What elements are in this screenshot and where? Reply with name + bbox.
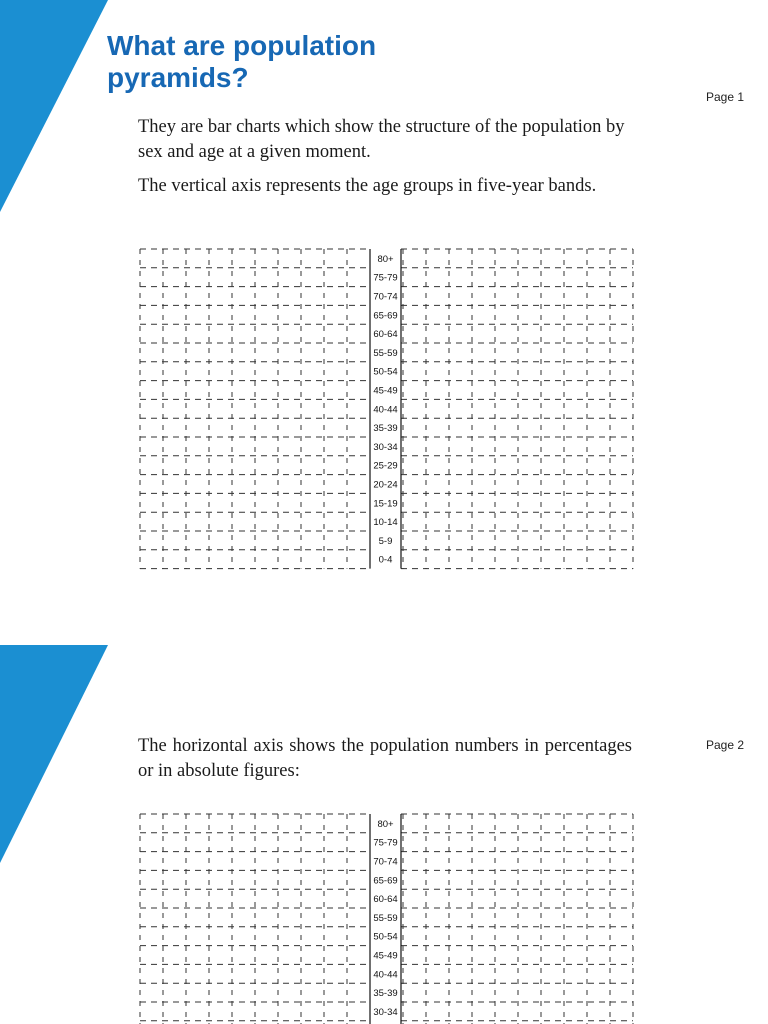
- age-group-label: 40-44: [373, 969, 398, 981]
- age-group-label: 10-14: [373, 517, 398, 529]
- pyramid-grid-chart: [0, 645, 768, 1024]
- age-group-label: 0-4: [378, 554, 393, 566]
- age-group-label: 35-39: [373, 988, 398, 1000]
- age-group-label: 65-69: [373, 310, 398, 322]
- age-group-label: 65-69: [373, 875, 398, 887]
- age-group-label: 80+: [377, 253, 394, 265]
- age-group-label: 45-49: [373, 950, 398, 962]
- age-group-label: 35-39: [373, 423, 398, 435]
- page-number-label: Page 2: [706, 738, 745, 752]
- age-group-label: 20-24: [373, 479, 398, 491]
- age-group-label: 70-74: [373, 291, 398, 303]
- age-group-label: 60-64: [373, 894, 398, 906]
- age-group-label: 75-79: [373, 272, 398, 284]
- age-group-label: 70-74: [373, 856, 398, 868]
- age-group-label: 60-64: [373, 329, 398, 341]
- intro-paragraph: They are bar charts which show the structure of the population by sex and age at a given moment.: [138, 117, 625, 162]
- age-group-label: 40-44: [373, 404, 398, 416]
- age-group-label: 5-9: [378, 535, 393, 547]
- age-group-label: 55-59: [373, 912, 398, 924]
- page-number-label: Page 1: [706, 90, 745, 104]
- page-gap: [0, 610, 768, 645]
- horizontal-axis-paragraph: The horizontal axis shows the population numbers in percentages or in absolute figures:: [138, 736, 632, 781]
- age-group-label: 75-79: [373, 837, 398, 849]
- title-line-2: pyramids?: [107, 62, 249, 93]
- age-group-label: 25-29: [373, 460, 398, 472]
- title-line-1: What are population: [107, 30, 377, 61]
- age-group-label: 55-59: [373, 347, 398, 359]
- age-group-label: 50-54: [373, 366, 398, 378]
- age-group-label: 80+: [377, 818, 394, 830]
- vertical-axis-paragraph: The vertical axis represents the age groups in five-year bands.: [138, 176, 597, 196]
- age-group-label: 30-34: [373, 441, 398, 453]
- age-group-label: 50-54: [373, 931, 398, 943]
- age-group-label: 30-34: [373, 1006, 398, 1018]
- age-group-label: 15-19: [373, 498, 398, 510]
- age-group-label: 45-49: [373, 385, 398, 397]
- page-2: [0, 645, 768, 1024]
